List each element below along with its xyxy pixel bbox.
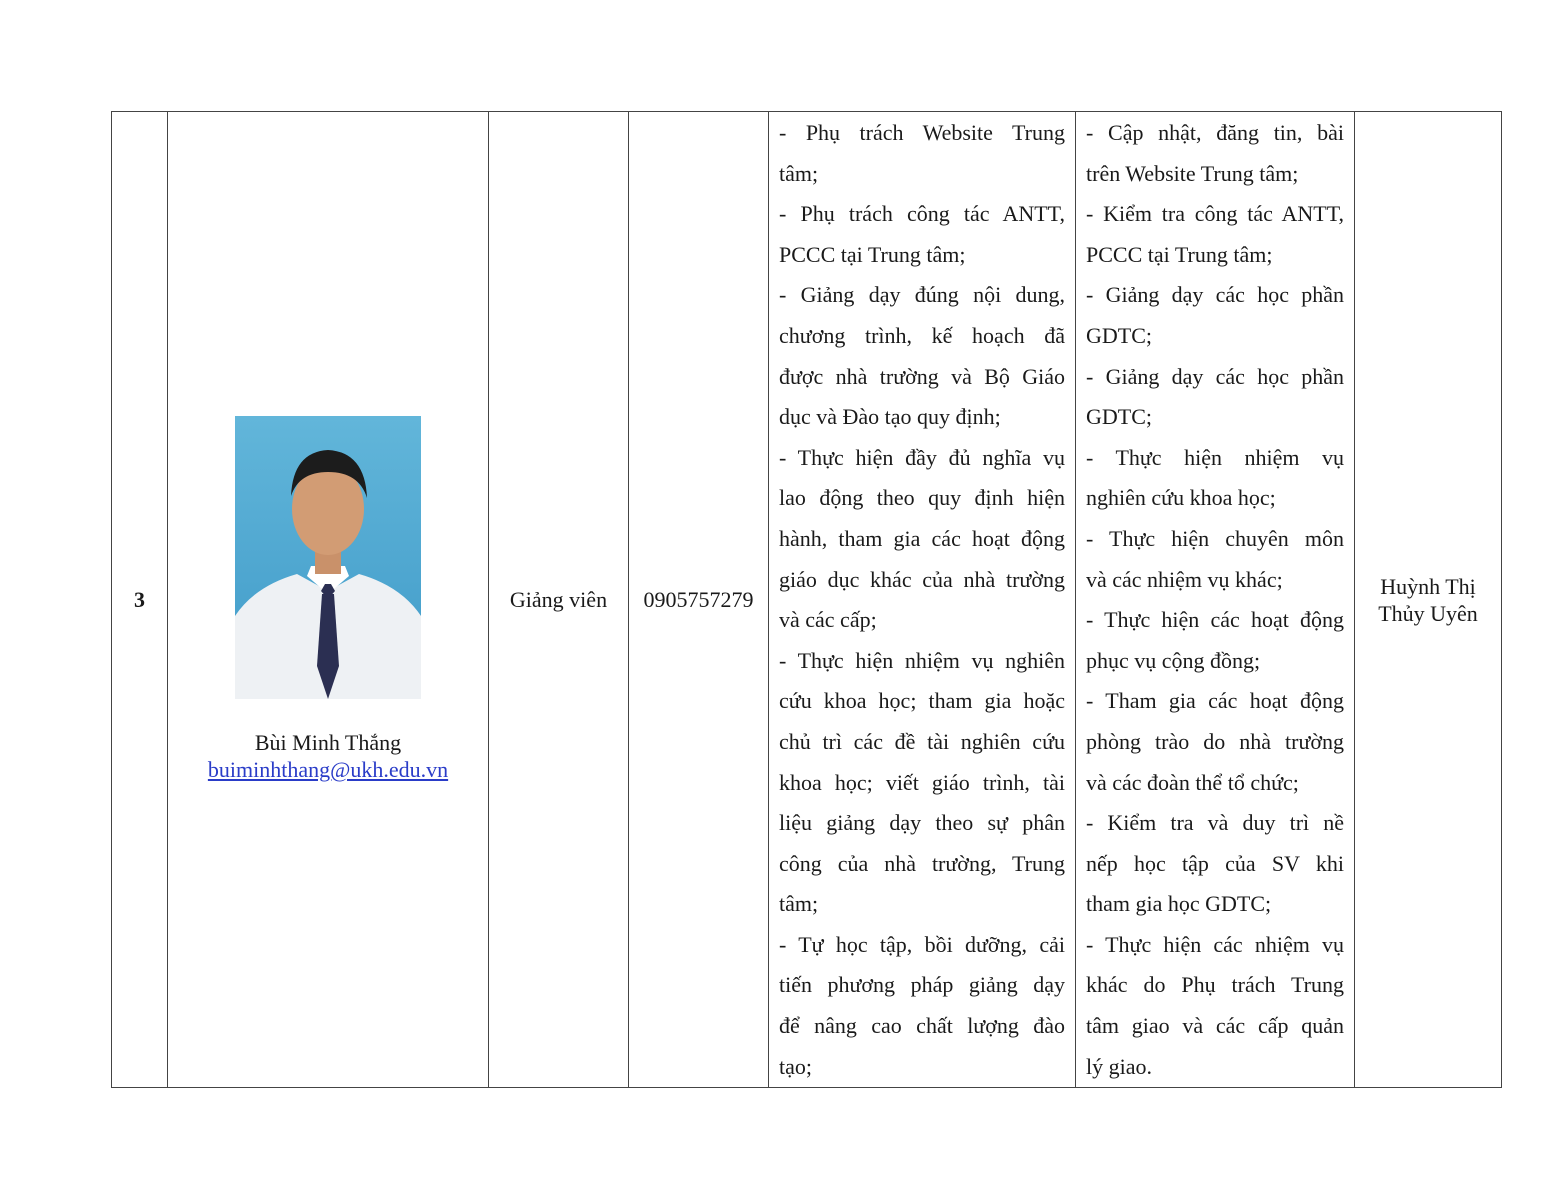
responsibility-line: dục và Đào tạo quy định; [779,404,1001,430]
responsibility-line: hành, tham gia các hoạt động [779,525,1065,551]
tasks-list [1076,112,1354,1087]
task-line: - Kiểm tra công tác ANTT, [1086,201,1344,227]
task-line: lý giao. [1086,1053,1152,1079]
task-line: - Thực hiện các nhiệm vụ [1086,931,1344,957]
responsibility-line: tâm; [779,891,819,917]
responsibility-line: - Phụ trách Website Trung [779,120,1065,145]
task-line: nghiên cứu khoa học; [1086,485,1276,511]
responsibility-line: công của nhà trường, Trung [779,850,1065,876]
task-line: khác do Phụ trách Trung [1086,972,1344,998]
task-line: - Thực hiện chuyên môn [1086,525,1344,551]
task-line: phòng trào do nhà trường [1086,728,1344,754]
staff-phone: 0905757279 [629,112,769,1088]
responsibility-line: được nhà trường và Bộ Giáo [779,363,1065,389]
task-line: và các đoàn thể tổ chức; [1086,769,1299,795]
table-row [112,112,1502,1088]
row-number: 3 [112,112,168,1088]
supervisor-cell [1355,112,1502,1088]
responsibility-line: liệu giảng dạy theo sự phân [779,810,1065,836]
responsibility-line: - Thực hiện đầy đủ nghĩa vụ [779,444,1065,470]
task-line: - Thực hiện các hoạt động [1086,607,1344,633]
responsibility-line: tiến phương pháp giảng dạy [779,972,1065,998]
task-line: - Giảng dạy các học phần [1086,363,1344,389]
responsibility-line: - Thực hiện nhiệm vụ nghiên [779,647,1065,673]
task-line: - Kiểm tra và duy trì nề [1086,810,1344,836]
responsibility-line: khoa học; viết giáo trình, tài [779,769,1065,795]
task-line: phục vụ cộng đồng; [1086,647,1261,673]
responsibility-line: - Phụ trách công tác ANTT, [779,201,1065,227]
responsibility-line: chủ trì các đề tài nghiên cứu [779,728,1065,754]
responsibility-line: - Giảng dạy đúng nội dung, [779,282,1065,308]
task-line: tham gia học GDTC; [1086,891,1272,917]
staff-table [111,111,1502,1088]
responsibility-line: cứu khoa học; tham gia hoặc [779,688,1065,714]
responsibility-line: giáo dục khác của nhà trường [779,566,1065,592]
responsibility-line: PCCC tại Trung tâm; [779,241,966,267]
responsibility-line: - Tự học tập, bồi dưỡng, cải [779,931,1065,957]
tasks-cell [1076,112,1355,1088]
task-line: - Tham gia các hoạt động [1086,688,1344,714]
responsibility-line: và các cấp; [779,607,877,633]
task-line: - Giảng dạy các học phần [1086,282,1344,308]
responsibilities-cell [769,112,1076,1088]
task-line: - Thực hiện nhiệm vụ [1086,444,1344,470]
task-line: - Cập nhật, đăng tin, bài [1086,120,1344,145]
responsibility-line: chương trình, kế hoạch đã [779,322,1065,348]
responsibility-line: để nâng cao chất lượng đào [779,1013,1065,1039]
responsibilities-list [769,112,1075,1087]
responsibility-line: lao động theo quy định hiện [779,485,1065,511]
supervisor-line: Huỳnh Thị [1380,573,1476,599]
staff-position: Giảng viên [489,112,629,1088]
staff-name: Bùi Minh Thắng [254,730,402,756]
task-line: GDTC; [1086,322,1152,348]
staff-info-cell [168,112,489,1088]
staff-photo [235,416,421,699]
task-line: nếp học tập của SV khi [1086,850,1344,876]
task-line: GDTC; [1086,404,1152,430]
responsibility-line: tạo; [779,1053,812,1079]
task-line: trên Website Trung tâm; [1086,160,1299,186]
staff-email-link[interactable]: buiminhthang@ukh.edu.vn [207,757,449,783]
task-line: và các nhiệm vụ khác; [1086,566,1283,592]
supervisor-line: Thủy Uyên [1378,600,1478,626]
task-line: tâm giao và các cấp quản [1086,1013,1344,1039]
responsibility-line: tâm; [779,160,819,186]
task-line: PCCC tại Trung tâm; [1086,241,1273,267]
